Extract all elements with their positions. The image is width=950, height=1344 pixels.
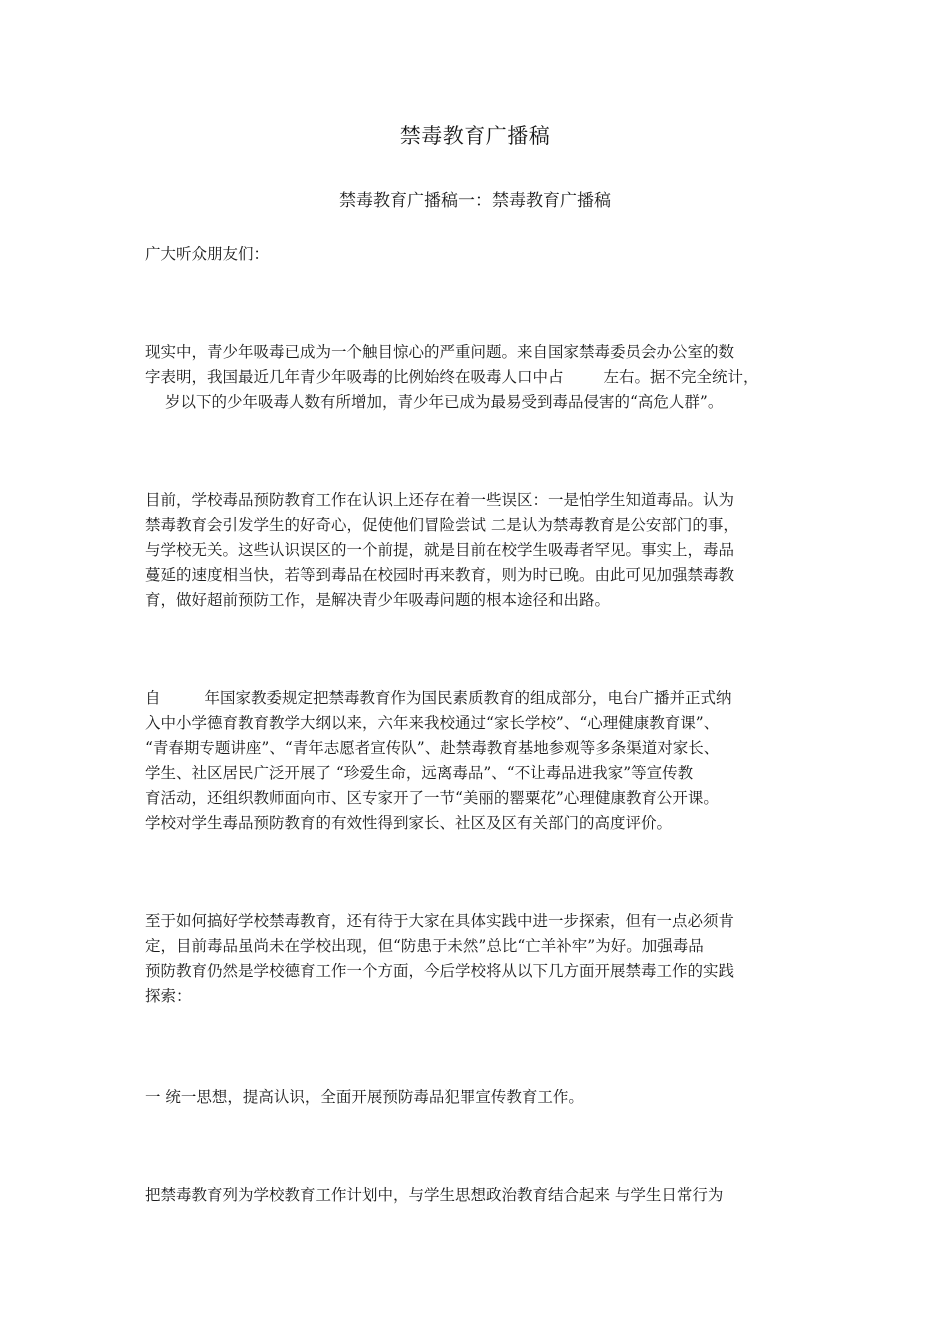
paragraph-2-line-4: 蔓延的速度相当快，若等到毒品在校园时再来教育，则为时已晚。由此可见加强禁毒教 [145,566,735,584]
paragraph-3-line-1-part-b: 年国家教委规定把禁毒教育作为国民素质教育的组成部分，电台广播并正式纳 [204,689,732,707]
paragraph-3-line-1-part-a: 自 [145,689,161,707]
greeting-line: 广大听众朋友们： [145,245,270,263]
paragraph-2-line-3: 与学校无关。这些认识误区的一个前提，就是目前在校学生吸毒者罕见。事实上，毒品 [145,541,735,559]
paragraph-1-line-3-text: 岁以下的少年吸毒人数有所增加，青少年已成为最易受到毒品侵害的“高危人群”。 [165,393,724,411]
paragraph-3-line-4: 学生、社区居民广泛开展了 “珍爱生命，远离毒品”、“不让毒品进我家”等宣传教 [145,764,694,782]
paragraph-3-line-3: “青春期专题讲座”、“青年志愿者宣传队”、赴禁毒教育基地参观等多条渠道对家长、 [145,739,720,757]
paragraph-4-line-4: 探索： [145,987,192,1005]
paragraph-4-line-1: 至于如何搞好学校禁毒教育，还有待于大家在具体实践中进一步探索，但有一点必须肯 [145,912,735,930]
paragraph-5-line-1: 把禁毒教育列为学校教育工作计划中，与学生思想政治教育结合起来 与学生日常行为 [145,1186,724,1204]
paragraph-3-line-1 [145,686,810,711]
document-title: 禁毒教育广播稿 [399,124,551,148]
paragraph-3-line-2: 入中小学德育教育教学大纲以来，六年来我校通过“家长学校”、“心理健康教育课”、 [145,714,720,732]
paragraph-2-line-1: 目前，学校毒品预防教育工作在认识上还存在着一些误区：一是怕学生知道毒品。认为 [145,491,735,509]
paragraph-3-line-6: 学校对学生毒品预防教育的有效性得到家长、社区及区有关部门的高度评价。 [145,814,673,832]
paragraph-1 [145,340,810,415]
paragraph-2-line-5: 育，做好超前预防工作，是解决青少年吸毒问题的根本途径和出路。 [145,591,611,609]
paragraph-1-line-1: 现实中，青少年吸毒已成为一个触目惊心的严重问题。来自国家禁毒委员会办公室的数 [145,343,735,361]
section-heading-1 [145,1085,810,1110]
paragraph-5 [145,1183,810,1208]
paragraph-3 [145,686,810,836]
document-subtitle: 禁毒教育广播稿一：禁毒教育广播稿 [339,191,611,211]
paragraph-3-line-5: 育活动，还组织教师面向市、区专家开了一节“美丽的罂粟花”心理健康教育公开课。 [145,789,719,807]
paragraph-1-line-3 [145,390,810,415]
paragraph-4-line-2: 定，目前毒品虽尚未在学校出现，但“防患于未然”总比“亡羊补牢”为好。加强毒品 [145,937,704,955]
paragraph-1-line-2-part-b: 左右。据不完全统计， [603,368,759,386]
section-heading-1-text: 一 统一思想，提高认识，全面开展预防毒品犯罪宣传教育工作。 [145,1088,584,1106]
paragraph-1-line-2 [145,365,810,390]
paragraph-2-line-2: 禁毒教育会引发学生的好奇心，促使他们冒险尝试 二是认为禁毒教育是公安部门的事， [145,516,739,534]
paragraph-4 [145,909,810,1009]
paragraph-2 [145,488,810,613]
paragraph-4-line-3: 预防教育仍然是学校德育工作一个方面，今后学校将从以下几方面开展禁毒工作的实践 [145,962,735,980]
paragraph-1-line-2-part-a: 字表明，我国最近几年青少年吸毒的比例始终在吸毒人口中占 [145,368,564,386]
greeting [145,242,810,267]
